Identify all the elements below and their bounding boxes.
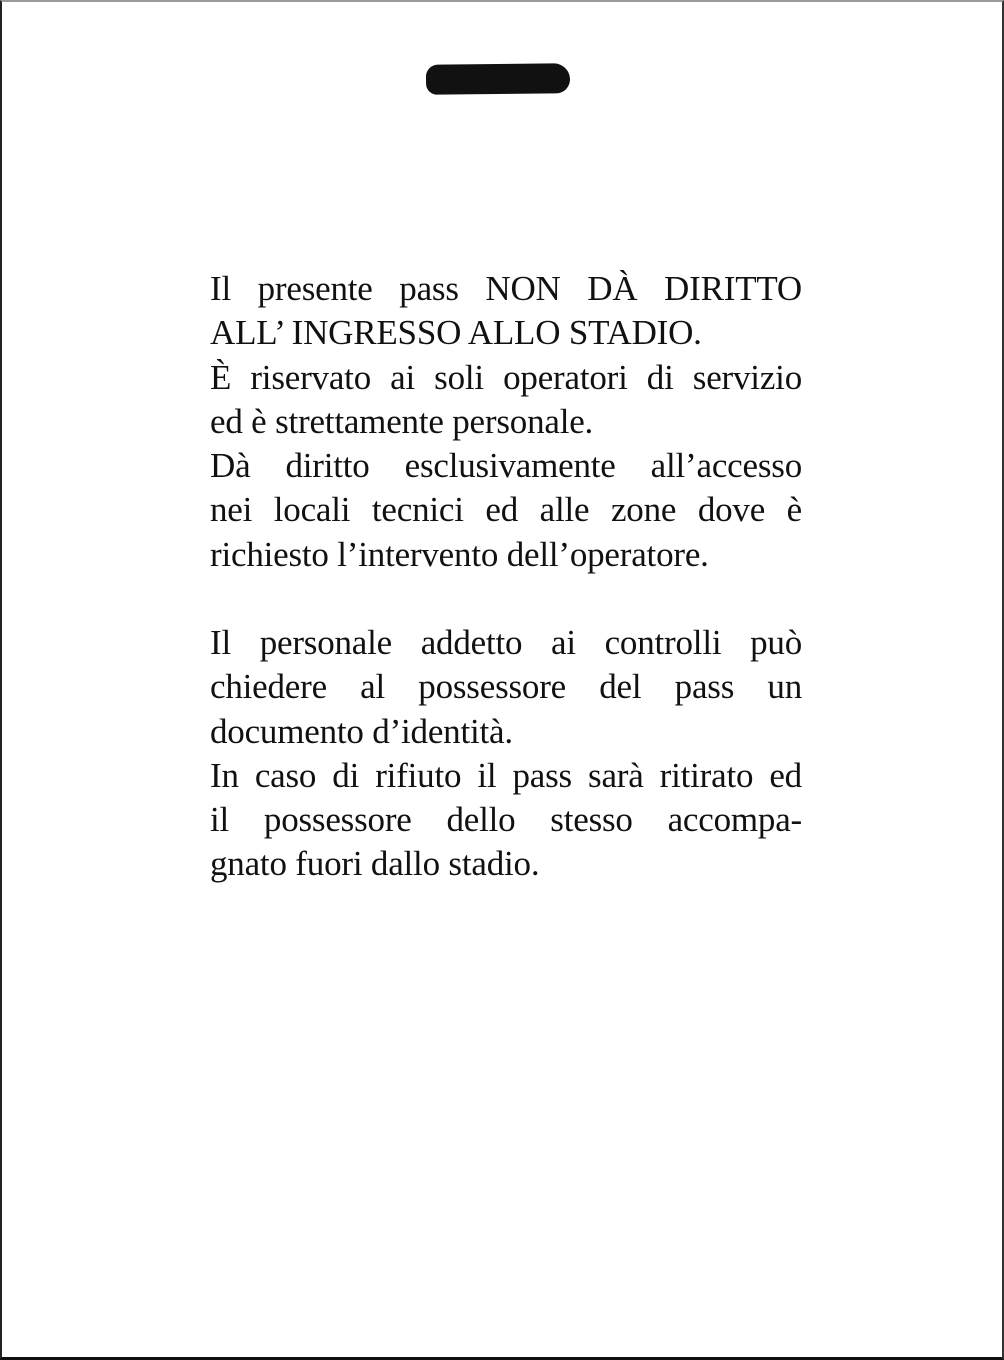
text-line: Il presente pass NON DÀ DIRITTO [210,269,802,308]
reserved-paragraph [210,356,802,445]
text-line: richiesto l’intervento dell’operatore. [210,534,709,574]
access-rights-paragraph [210,444,802,577]
control-notice-block [210,621,802,887]
text-line: È riservato ai soli operatori di servizio [210,357,802,397]
text-line: chiedere al possessore del pass un [210,667,802,707]
no-entry-paragraph [210,267,802,356]
identity-check-paragraph [210,621,802,754]
text-line: In caso di rifiuto il pass sarà ritirato ed [210,755,802,795]
access-notice-block [210,267,802,577]
lanyard-slot-hole [426,63,570,95]
text-line: Dà diritto esclusivamente all’accesso [210,446,802,486]
text-line: il possessore dello stesso accompa- [210,800,802,840]
text-line: ALL’ INGRESSO ALLO STADIO. [210,313,702,353]
text-line: documento d’identità. [210,711,513,751]
text-line: nei locali tecnici ed alle zone dove è [210,490,802,530]
refusal-paragraph [210,754,802,887]
text-line: gnato fuori dallo stadio. [210,844,540,884]
text-line: ed è strettamente personale. [210,401,594,441]
text-line: Il personale addetto ai controlli può [210,623,802,662]
